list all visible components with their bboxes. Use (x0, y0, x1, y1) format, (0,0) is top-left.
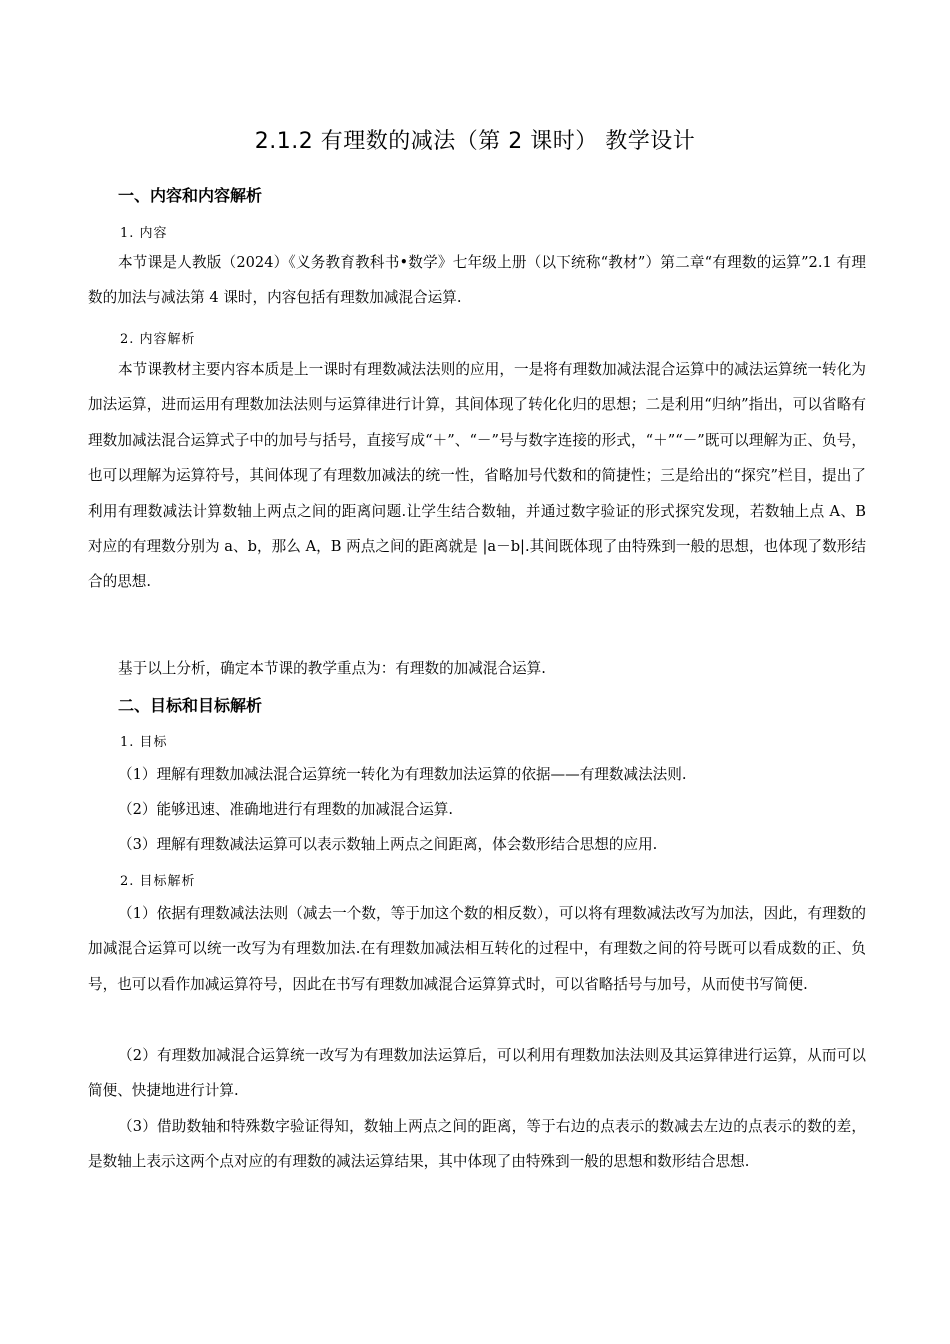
paragraph-teaching-focus: 基于以上分析，确定本节课的教学重点为：有理数的加减混合运算. (118, 660, 546, 677)
goal-item-2: （2）能够迅速、准确地进行有理数的加减混合运算. (118, 801, 453, 818)
subheading-content-analysis: 2. 内容解析 (120, 332, 196, 347)
paragraph-goal-analysis-2: （2）有理数加减混合运算统一改写为有理数加法运算后，可以利用有理数加法法则及其运算律进行运算，从而可以简便、快捷地进行计算. (88, 1047, 866, 1100)
paragraph-content: 本节课是人教版（2024）《义务教育教科书•数学》七年级上册（以下统称“教材”）第二章“有理数的运算”2.1 有理数的加法与减法第 4 课时，内容包括有理数加减混合运算. (88, 254, 866, 307)
goal-item-3: （3）理解有理数减法运算可以表示数轴上两点之间距离，体会数形结合思想的应用. (118, 836, 658, 853)
document-title: 2.1.2 有理数的减法（第 2 课时） 教学设计 (254, 129, 696, 154)
paragraph-content-analysis: 本节课教材主要内容本质是上一课时有理数减法法则的应用，一是将有理数加减法混合运算中的减法运算统一转化为加法运算，进而运用有理数加法法则与运算律进行计算，其间体现了转化化归的思想；二是利用“归纳”指出，可以省略有理数加减法混合运算式子中的加号与括号，直接写成“＋”、“－”号与数字连接的形式，“＋”“－”既可以理解为正、负号，也可以理解为运算符号，其间体现了有理数加减法的统一性，省略加号代数和的简捷性；三是给出的“探究”栏目，提出了利用有理数减法计算数轴上两点之间的距离问题.让学生结合数轴，并通过数字验证的形式探究发现，若数轴上点 A、B 对应的有理数分别为 a、b，那么 A，B 两点之间的距离就是 |a－b|.其间既体现了由特殊到一般的思想，也体现了数形结合的思想. (88, 361, 866, 591)
paragraph-goal-analysis-1: （1）依据有理数减法法则（减去一个数，等于加这个数的相反数），可以将有理数减法改写为加法，因此，有理数的加减混合运算可以统一改写为有理数加法.在有理数加减法相互转化的过程中，有理数之间的符号既可以看成数的正、负号，也可以看作加减运算符号，因此在书写有理数加减混合运算算式时，可以省略括号与加号，从而使书写简便. (88, 905, 866, 993)
goal-item-1: （1）理解有理数加减法混合运算统一转化为有理数加法运算的依据——有理数减法法则. (118, 766, 687, 783)
section-heading-goals: 二、目标和目标解析 (118, 696, 263, 715)
subheading-content: 1. 内容 (120, 226, 168, 241)
subheading-goals: 1. 目标 (120, 735, 168, 750)
paragraph-goal-analysis-3: （3）借助数轴和特殊数字验证得知，数轴上两点之间的距离，等于右边的点表示的数减去左边的点表示的数的差，是数轴上表示这两个点对应的有理数的减法运算结果，其中体现了由特殊到一般的思想和数形结合思想. (88, 1118, 866, 1171)
section-heading-content: 一、内容和内容解析 (118, 186, 263, 205)
subheading-goal-analysis: 2. 目标解析 (120, 874, 196, 889)
